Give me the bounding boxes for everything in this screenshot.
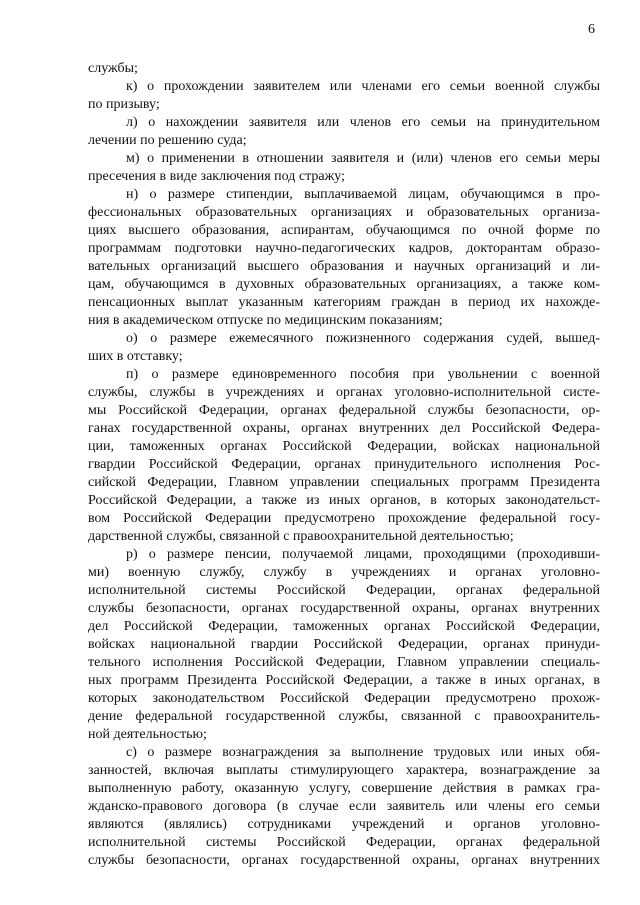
text-line: лечении по решению суда; (88, 133, 247, 148)
text-line: жданско-правового договора (в случае если заявитель или члены его семьи (88, 799, 600, 814)
text-line: о) о размере ежемесячного пожизненного содержания судей, вышед- (126, 331, 600, 346)
text-line: р) о размере пенсии, получаемой лицами, проходящими (проходивши- (126, 547, 600, 562)
text-line: занностей, включая выплаты стимулирующего характера, вознаграждение за (88, 763, 600, 778)
text-line: мы Российской Федерации, органах федеральной службы безопасности, ор- (88, 403, 600, 418)
text-line: дарственной службы, связанной с правоохранительной деятельностью; (88, 529, 514, 544)
text-line: л) о нахождении заявителя или членов его семьи на принудительном (126, 115, 600, 130)
text-line: пенсационных выплат указанным категориям граждан в период их нахожде- (88, 295, 600, 310)
text-line: циях высшего образования, аспирантам, обучающимся по очной форме по (88, 223, 600, 238)
text-line: исполнительной системы Российской Федерации, органах федеральной (88, 835, 600, 850)
text-line: ции, таможенных органах Российской Федерации, войсках национальной (88, 439, 600, 454)
text-line: гвардии Российской Федерации, органах принудительного исполнения Рос- (88, 457, 600, 472)
text-line: программам подготовки научно-педагогических кадров, докторантам образо- (88, 241, 600, 256)
text-line: пресечения в виде заключения под стражу; (88, 169, 345, 184)
text-line: выполненную работу, оказанную услугу, совершение действия в рамках гра- (88, 781, 600, 796)
text-line: ных программ Президента Российской Федерации, а также в иных органах, в (88, 673, 600, 688)
text-line: ми) военную службу, службу в учреждениях и органах уголовно- (88, 565, 600, 580)
text-line: ния в академическом отпуске по медицинским показаниям; (88, 313, 443, 328)
text-line: Российской Федерации, а также из иных органов, в которых законодательст- (88, 493, 600, 508)
text-line: п) о размере единовременного пособия при увольнении с военной (126, 367, 600, 382)
text-line: дение федеральной государственной службы, связанной с правоохранитель- (88, 709, 600, 724)
text-line: войсках национальной гвардии Российской Федерации, органах принуди- (88, 637, 600, 652)
text-line: которых законодательством Российской Федерации предусмотрено прохож- (88, 691, 600, 706)
text-line: к) о прохождении заявителем или членами его семьи военной службы (126, 79, 600, 94)
text-line: службы, службы в учреждениях и органах уголовно-исполнительной систе- (88, 385, 600, 400)
page-number: 6 (588, 22, 595, 37)
text-line: дел Российской Федерации, таможенных органах Российской Федерации, (88, 619, 600, 634)
text-line: сийской Федерации, Главном управлении специальных программ Президента (88, 475, 600, 490)
text-line: ших в отставку; (88, 349, 183, 364)
text-line: фессиональных образовательных организациях и образовательных организа- (88, 205, 600, 220)
text-line: вом Российской Федерации предусмотрено прохождение федеральной госу- (88, 511, 600, 526)
text-line: м) о применении в отношении заявителя и (или) членов его семьи меры (126, 151, 600, 166)
text-line: цам, обучающимся в духовных образовательных организациях, а также ком- (88, 277, 600, 292)
document-body (88, 60, 600, 870)
text-line: по призыву; (88, 97, 160, 112)
text-line: тельного исполнения Российской Федерации, Главном управлении специаль- (88, 655, 600, 670)
text-line: ганах государственной охраны, органах внутренних дел Российской Федера- (88, 421, 600, 436)
text-line: с) о размере вознаграждения за выполнение трудовых или иных обя- (126, 745, 600, 760)
text-line: вательных организаций высшего образования и научных организаций и ли- (88, 259, 600, 274)
text-line: службы безопасности, органах государственной охраны, органах внутренних (88, 601, 600, 616)
text-line: исполнительной системы Российской Федерации, органах федеральной (88, 583, 600, 598)
text-line: являются (являлись) сотрудниками учреждений и органов уголовно- (88, 817, 600, 832)
text-line: н) о размере стипендии, выплачиваемой лицам, обучающимся в про- (126, 187, 600, 202)
text-line: службы безопасности, органах государственной охраны, органах внутренних (88, 853, 600, 868)
text-line: ной деятельностью; (88, 727, 207, 742)
text-line: службы; (88, 61, 138, 76)
